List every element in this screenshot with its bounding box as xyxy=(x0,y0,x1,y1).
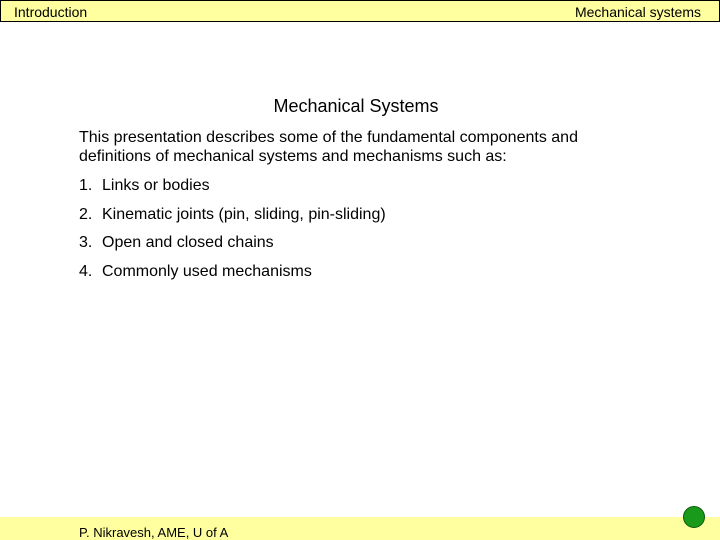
footer-author-text: P. Nikravesh, AME, U of A xyxy=(79,525,229,540)
list-item-text: Kinematic joints (pin, sliding, pin-sliding) xyxy=(102,206,386,223)
slide-intro-text: This presentation describes some of the fundamental components and definitions of mechanical systems and mechanisms such as: xyxy=(79,129,578,165)
list-item xyxy=(79,262,312,281)
header-topic-label: Mechanical systems xyxy=(574,4,701,20)
list-item xyxy=(79,233,274,252)
list-item-text: Open and closed chains xyxy=(102,234,274,251)
circle-button-icon[interactable] xyxy=(683,506,705,528)
header-section-label: Introduction xyxy=(14,4,88,20)
header-bar xyxy=(0,0,720,22)
list-item-number: 1. xyxy=(79,177,93,194)
list-item-text: Commonly used mechanisms xyxy=(102,263,312,280)
list-item-number: 4. xyxy=(79,263,93,280)
list-item-number: 3. xyxy=(79,234,93,251)
list-item-number: 2. xyxy=(79,206,93,223)
list-item-text: Links or bodies xyxy=(102,177,210,194)
list-item xyxy=(79,176,210,195)
list-item xyxy=(79,205,386,224)
slide-title: Mechanical Systems xyxy=(273,96,439,116)
